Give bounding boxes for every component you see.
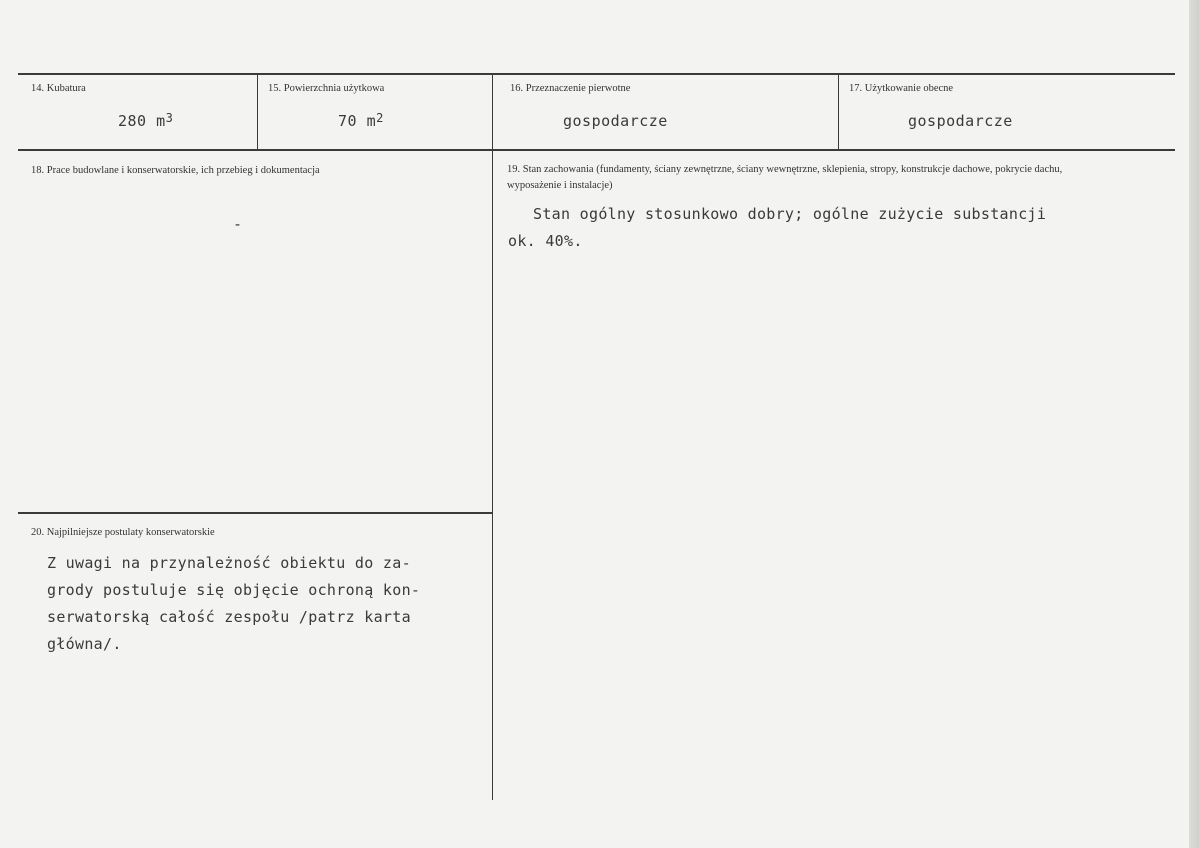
- field-18-value: -: [233, 215, 243, 233]
- field-19-label: 19. Stan zachowania (fundamenty, ściany zewnętrzne, ściany wewnętrzne, sklepienia, stropy, konstrukcje dachowe, pokrycie dachu, wyposażenie i instalacje): [507, 164, 1063, 191]
- field-15-number: 70 m: [338, 112, 377, 130]
- field-15-exponent: 2: [376, 111, 384, 125]
- field-14-number: 280 m: [118, 112, 166, 130]
- field-20-line: serwatorską całość zespołu /patrz karta: [47, 608, 411, 626]
- field-20-line: główna/.: [47, 635, 122, 653]
- divider-14-15: [257, 75, 258, 149]
- field-18-label: 18. Prace budowlane i konserwatorskie, ich przebieg i dokumentacja: [31, 165, 320, 176]
- field-17-label: 17. Użytkowanie obecne: [849, 83, 954, 94]
- divider-16-17: [838, 75, 839, 149]
- field-15-label: 15. Powierzchnia użytkowa: [268, 83, 385, 94]
- field-16-value: gospodarcze: [563, 112, 668, 130]
- card-edge: [1189, 0, 1199, 848]
- top-rule: [18, 73, 1175, 75]
- field-14-label: 14. Kubatura: [31, 83, 86, 94]
- field-14-value: [118, 112, 173, 130]
- header-bottom-rule: [18, 149, 1175, 151]
- field-17-value: gospodarcze: [908, 112, 1013, 130]
- field-19-text: [508, 201, 1047, 255]
- field-19-line: ok. 40%.: [508, 232, 583, 250]
- section-20-rule: [18, 512, 492, 514]
- field-20-line: Z uwagi na przynależność obiektu do za-: [47, 554, 411, 572]
- field-20-label: 20. Najpilniejsze postulaty konserwatorskie: [31, 527, 215, 538]
- field-20-text: [47, 550, 420, 658]
- field-20-line: grody postuluje się objęcie ochroną kon-: [47, 581, 421, 599]
- field-16-label: 16. Przeznaczenie pierwotne: [510, 83, 631, 94]
- divider-15-16: [492, 75, 493, 800]
- field-14-exponent: 3: [165, 111, 174, 125]
- field-19-line: Stan ogólny stosunkowo dobry; ogólne zużycie substancji: [533, 205, 1047, 223]
- field-15-value: [338, 112, 384, 130]
